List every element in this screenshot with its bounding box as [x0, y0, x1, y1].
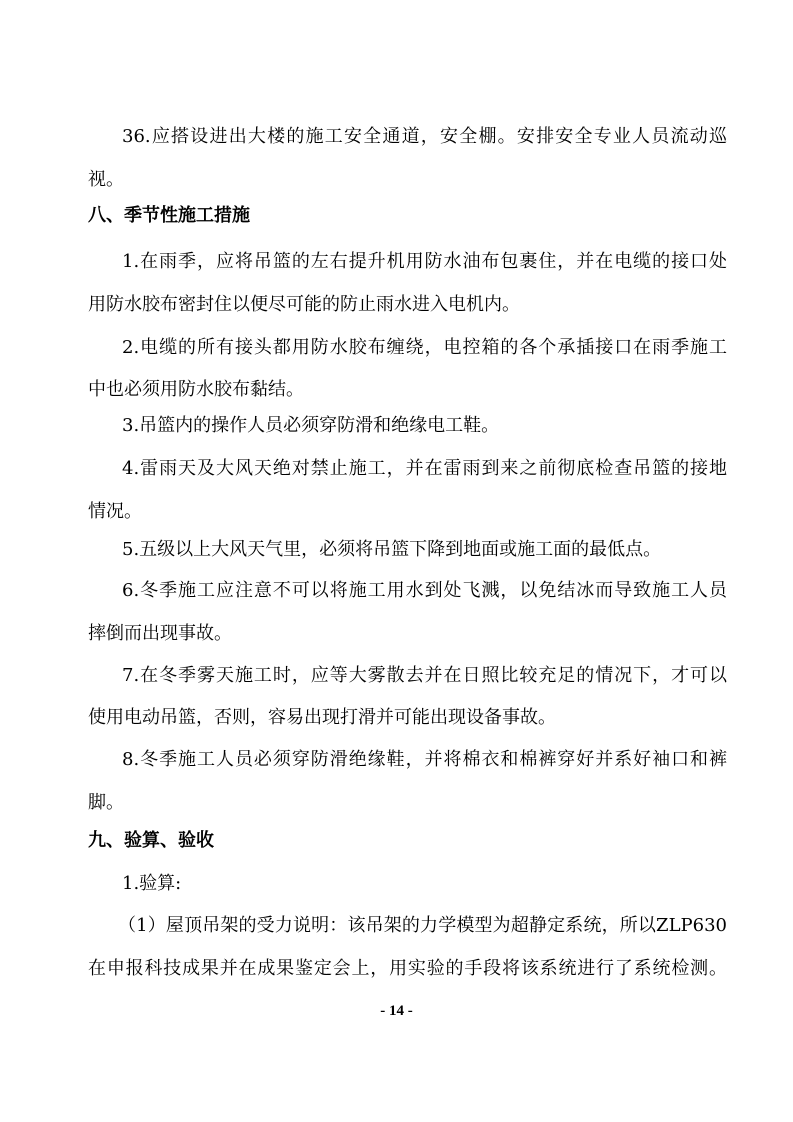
- paragraph-36-line-2: 视。: [88, 169, 124, 190]
- item-2-line-2: 中也必须用防水胶布黏结。: [88, 379, 304, 400]
- clause-1-line-2: 在申报科技成果并在成果鉴定会上，用实验的手段将该系统进行了系统检测。: [88, 958, 727, 979]
- item-2-line-1: 2.电缆的所有接头都用防水胶布缠绕，电控箱的各个承插接口在雨季施工: [122, 337, 727, 358]
- item-4-line-2: 情况。: [88, 501, 142, 522]
- section-heading-8: 八、季节性施工措施: [88, 205, 250, 226]
- item-3: 3.吊篮内的操作人员必须穿防滑和绝缘电工鞋。: [122, 415, 500, 436]
- paragraph-36-line-1: 36.应搭设进出大楼的施工安全通道，安全棚。安排安全专业人员流动巡: [122, 126, 727, 147]
- clause-1-line-1: （1）屋顶吊架的受力说明：该吊架的力学模型为超静定系统，所以ZLP630: [118, 915, 727, 936]
- section-heading-9: 九、验算、验收: [88, 830, 214, 851]
- item-7-line-2: 使用电动吊篮，否则，容易出现打滑并可能出现设备事故。: [88, 707, 556, 728]
- item-1-line-1: 1.在雨季，应将吊篮的左右提升机用防水油布包裹住，并在电缆的接口处: [122, 251, 727, 272]
- item-8-line-2: 脚。: [88, 792, 124, 813]
- item-1-line-2: 用防水胶布密封住以便尽可能的防止雨水进入电机内。: [88, 294, 520, 315]
- item-6-line-2: 摔倒而出现事故。: [88, 623, 232, 644]
- item-5: 5.五级以上大风天气里，必须将吊篮下降到地面或施工面的最低点。: [122, 539, 662, 560]
- page-number: - 14 -: [380, 1003, 413, 1019]
- subsection-1: 1.验算:: [122, 873, 182, 894]
- item-8-line-1: 8.冬季施工人员必须穿防滑绝缘鞋，并将棉衣和棉裤穿好并系好袖口和裤: [122, 749, 727, 770]
- item-7-line-1: 7.在冬季雾天施工时，应等大雾散去并在日照比较充足的情况下，才可以: [122, 665, 727, 686]
- item-4-line-1: 4.雷雨天及大风天绝对禁止施工，并在雷雨到来之前彻底检查吊篮的接地: [122, 458, 727, 479]
- item-6-line-1: 6.冬季施工应注意不可以将施工用水到处飞溅，以免结冰而导致施工人员: [122, 580, 727, 601]
